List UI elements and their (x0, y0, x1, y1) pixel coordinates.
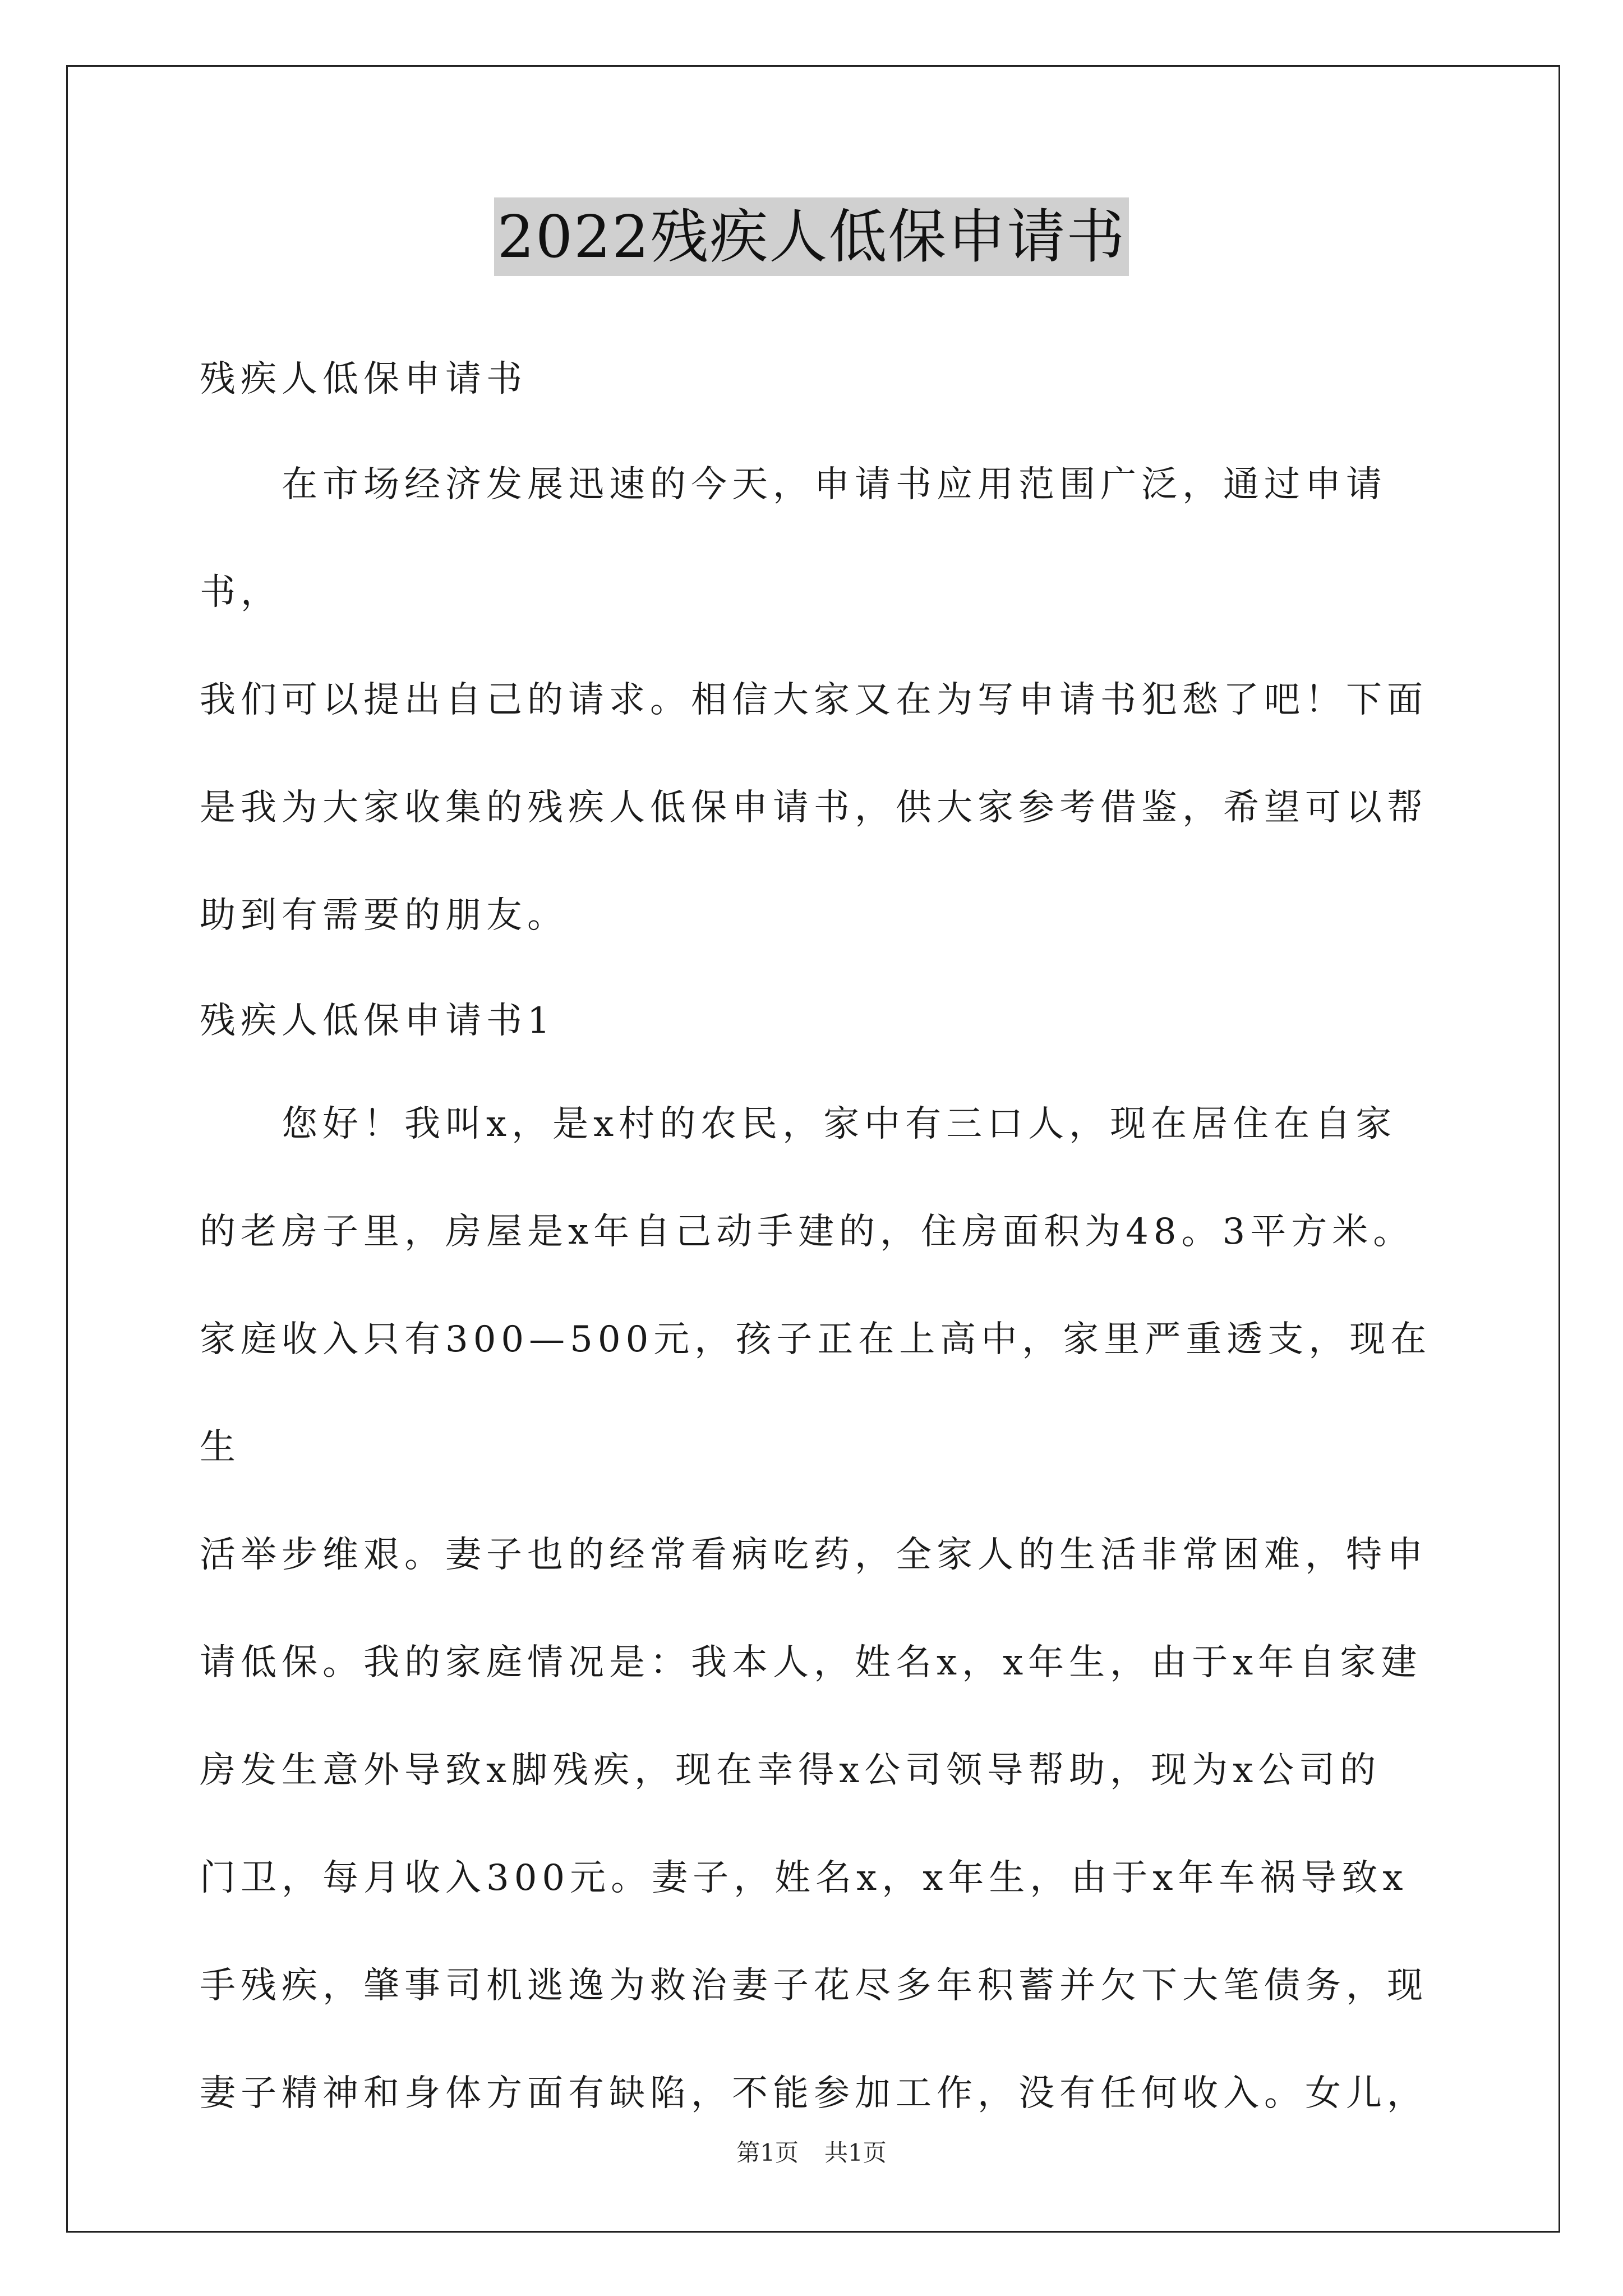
intro-paragraph (200, 431, 1439, 969)
page-total: 共1页 (824, 2139, 887, 2166)
paragraph-line: 门卫，每月收入300元。妻子，姓名x，x年生，由于x年车祸导致x (200, 1857, 1408, 1899)
paragraph-line: 是我为大家收集的残疾人低保申请书，供大家参考借鉴，希望可以帮 (200, 787, 1428, 829)
section-heading: 残疾人低保申请书1 (200, 1000, 555, 1042)
document-subtitle: 残疾人低保申请书 (200, 358, 527, 400)
paragraph-line: 您好！我叫x，是x村的农民，家中有三口人，现在居住在自家 (200, 1103, 1397, 1145)
paragraph-line: 助到有需要的朋友。 (200, 895, 568, 936)
paragraph-line: 活举步维艰。妻子也的经常看病吃药，全家人的生活非常困难，特申 (200, 1534, 1428, 1576)
paragraph-line: 房发生意外导致x脚残疾，现在幸得x公司领导帮助，现为x公司的 (200, 1750, 1381, 1791)
title-container (0, 197, 1623, 276)
paragraph-line: 请低保。我的家庭情况是：我本人，姓名x，x年生，由于x年自家建 (200, 1642, 1422, 1683)
paragraph-line: 妻子精神和身体方面有缺陷，不能参加工作，没有任何收入。女儿， (200, 2073, 1428, 2114)
paragraph-line: 的老房子里，房屋是x年自己动手建的，住房面积为48。3平方米。 (200, 1211, 1414, 1253)
document-title: 2022残疾人低保申请书 (494, 197, 1129, 276)
paragraph-line: 家庭收入只有300—500元，孩子正在上高中，家里严重透支，现在生 (200, 1319, 1432, 1468)
page-number: 第1页 (736, 2139, 799, 2166)
paragraph-line: 我们可以提出自己的请求。相信大家又在为写申请书犯愁了吧！下面 (200, 679, 1428, 721)
paragraph-line: 在市场经济发展迅速的今天，申请书应用范围广泛，通过申请书， (200, 464, 1387, 613)
body-paragraph (200, 1070, 1439, 2147)
page-footer (0, 2137, 1623, 2169)
paragraph-line: 手残疾，肇事司机逃逸为救治妻子花尽多年积蓄并欠下大笔债务，现 (200, 1965, 1428, 2007)
